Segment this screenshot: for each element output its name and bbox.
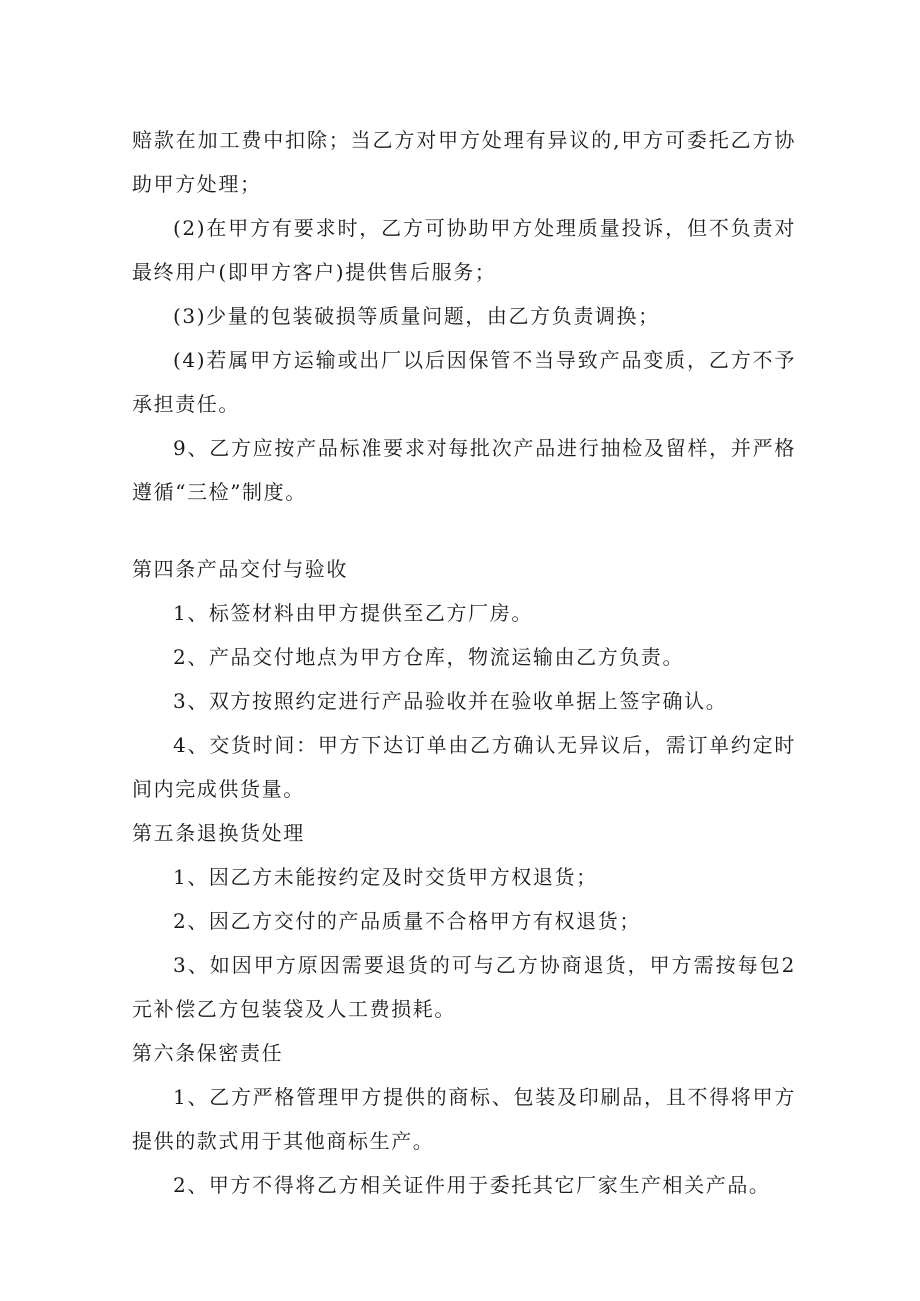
section-heading-4: 第四条产品交付与验收 [132,557,348,581]
paragraph-compensation-deduction: 赔款在加工费中扣除；当乙方对甲方处理有异议的,甲方可委托乙方协助甲方处理； [132,128,796,196]
paragraph-clause-9-inspection: 9、乙方应按产品标准要求对每批次产品进行抽检及留样，并严格遵循“三检”制度。 [132,436,796,504]
section-heading-6: 第六条保密责任 [132,1041,284,1065]
paragraph-5-3-buyer-returns: 3、如因甲方原因需要退货的可与乙方协商退货，甲方需按每包2元补偿乙方包装袋及人工费损耗。 [132,953,796,1021]
paragraph-item-4-transport-liability: (4)若属甲方运输或出厂以后因保管不当导致产品变质，乙方不予承担责任。 [132,348,796,416]
document-body [132,118,796,1207]
section-heading-5: 第五条退换货处理 [132,821,305,845]
paragraph-6-1-trademark-control: 1、乙方严格管理甲方提供的商标、包装及印刷品，且不得将甲方提供的款式用于其他商标生产。 [132,1085,796,1153]
paragraph-4-4-delivery-time: 4、交货时间：甲方下达订单由乙方确认无异议后，需订单约定时间内完成供货量。 [132,733,796,801]
paragraph-4-3-acceptance: 3、双方按照约定进行产品验收并在验收单据上签字确认。 [173,689,728,713]
paragraph-item-3-packaging-damage: (3)少量的包装破损等质量问题，由乙方负责调换； [173,304,660,328]
paragraph-6-2-certificate-use: 2、甲方不得将乙方相关证件用于委托其它厂家生产相关产品。 [173,1173,771,1197]
paragraph-4-2-delivery-location: 2、产品交付地点为甲方仓库，物流运输由乙方负责。 [173,645,685,669]
paragraph-5-2-defective-goods: 2、因乙方交付的产品质量不合格甲方有权退货； [173,909,641,933]
paragraph-4-1-label-materials: 1、标签材料由甲方提供至乙方厂房。 [173,601,533,625]
paragraph-5-1-late-delivery: 1、因乙方未能按约定及时交货甲方权退货； [173,865,598,889]
paragraph-item-2-quality-complaints: (2)在甲方有要求时，乙方可协助甲方处理质量投诉，但不负责对最终用户(即甲方客户)提供售后服务； [132,216,796,284]
